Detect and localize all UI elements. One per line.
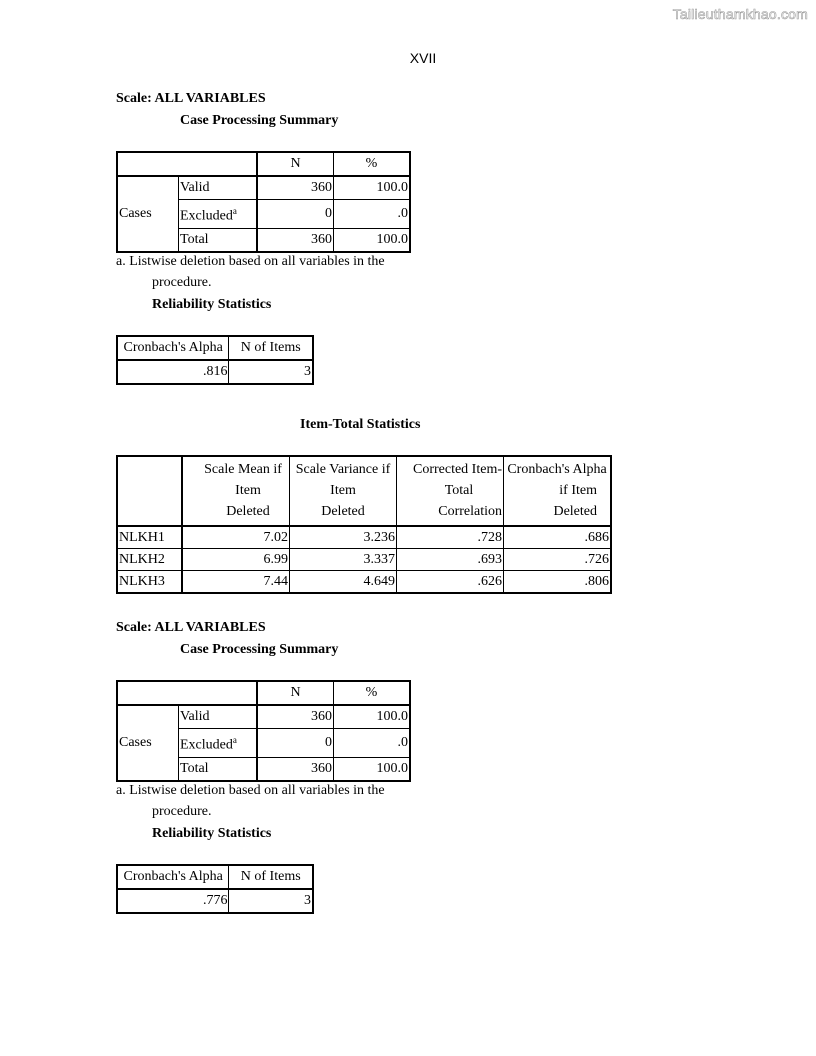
item-total-table [116, 455, 612, 594]
cell-value: .728 [397, 526, 504, 549]
col-header-n-items: N of Items [229, 865, 313, 889]
footnote-line: a. Listwise deletion based on all variables in the [116, 254, 385, 269]
case-summary-title: Case Processing Summary [180, 113, 339, 128]
col-header-n: N [257, 681, 334, 705]
cell-total-pct: 100.0 [334, 757, 411, 781]
row-label-valid: Valid [179, 176, 258, 200]
col-header-corrected-correlation: Corrected Item- Total Correlation [397, 456, 504, 526]
watermark: Tailieuthamkhao.com [672, 6, 808, 22]
table-row [117, 571, 611, 594]
row-label-total: Total [179, 228, 258, 252]
cell-excluded-pct: .0 [334, 200, 411, 229]
row-group-label: Cases [117, 705, 179, 781]
col-header-alpha: Cronbach's Alpha [117, 865, 229, 889]
footnote-line: a. Listwise deletion based on all variables in the [116, 783, 385, 798]
cell-excluded-pct: .0 [334, 729, 411, 758]
cell-value: 3.337 [290, 549, 397, 571]
cell-total-pct: 100.0 [334, 228, 411, 252]
scale-title: Scale: ALL VARIABLES [116, 620, 266, 635]
col-header-n-items: N of Items [229, 336, 313, 360]
cell-value: .686 [504, 526, 612, 549]
cell-valid-pct: 100.0 [334, 176, 411, 200]
reliability-table [116, 864, 314, 914]
row-label-excluded: Excluded$^a$ [179, 200, 258, 229]
cell-excluded-n: 0 [257, 200, 334, 229]
col-header-scale-variance: Scale Variance if Item Deleted [290, 456, 397, 526]
cell-value: 7.02 [182, 526, 290, 549]
cell-n-items: 3 [229, 889, 313, 913]
cell-value: .806 [504, 571, 612, 594]
reliability-title: Reliability Statistics [152, 826, 272, 841]
col-header-pct: % [334, 681, 411, 705]
reliability-table [116, 335, 314, 385]
corner-cell [117, 152, 257, 176]
case-summary-title: Case Processing Summary [180, 642, 339, 657]
table-row [117, 549, 611, 571]
item-total-title: Item-Total Statistics [300, 417, 421, 432]
row-label: NLKH3 [117, 571, 182, 594]
cell-valid-n: 360 [257, 705, 334, 729]
row-label-total: Total [179, 757, 258, 781]
corner-cell [117, 681, 257, 705]
row-label-excluded: Excluded$^a$ [179, 729, 258, 758]
col-header-pct: % [334, 152, 411, 176]
cell-value: 4.649 [290, 571, 397, 594]
cell-value: 6.99 [182, 549, 290, 571]
col-header-alpha: Cronbach's Alpha [117, 336, 229, 360]
cell-value: .726 [504, 549, 612, 571]
row-group-label: Cases [117, 176, 179, 252]
cell-total-n: 360 [257, 757, 334, 781]
scale-title: Scale: ALL VARIABLES [116, 91, 266, 106]
reliability-title: Reliability Statistics [152, 297, 272, 312]
col-header-alpha-if-deleted: Cronbach's Alpha if Item Deleted [504, 456, 612, 526]
case-processing-table [116, 680, 411, 782]
row-label: NLKH2 [117, 549, 182, 571]
table-row [117, 526, 611, 549]
corner-cell [117, 456, 182, 526]
col-header-n: N [257, 152, 334, 176]
cell-n-items: 3 [229, 360, 313, 384]
cell-valid-pct: 100.0 [334, 705, 411, 729]
cell-excluded-n: 0 [257, 729, 334, 758]
cell-value: 3.236 [290, 526, 397, 549]
case-processing-table [116, 151, 411, 253]
cell-value: 7.44 [182, 571, 290, 594]
cell-value: .626 [397, 571, 504, 594]
page-number: XVII [409, 50, 437, 66]
cell-alpha: .816 [117, 360, 229, 384]
cell-total-n: 360 [257, 228, 334, 252]
cell-value: .693 [397, 549, 504, 571]
footnote-line: procedure. [152, 275, 212, 290]
cell-alpha: .776 [117, 889, 229, 913]
row-label: NLKH1 [117, 526, 182, 549]
footnote-line: procedure. [152, 804, 212, 819]
col-header-scale-mean: Scale Mean if Item Deleted [182, 456, 290, 526]
cell-valid-n: 360 [257, 176, 334, 200]
row-label-valid: Valid [179, 705, 258, 729]
